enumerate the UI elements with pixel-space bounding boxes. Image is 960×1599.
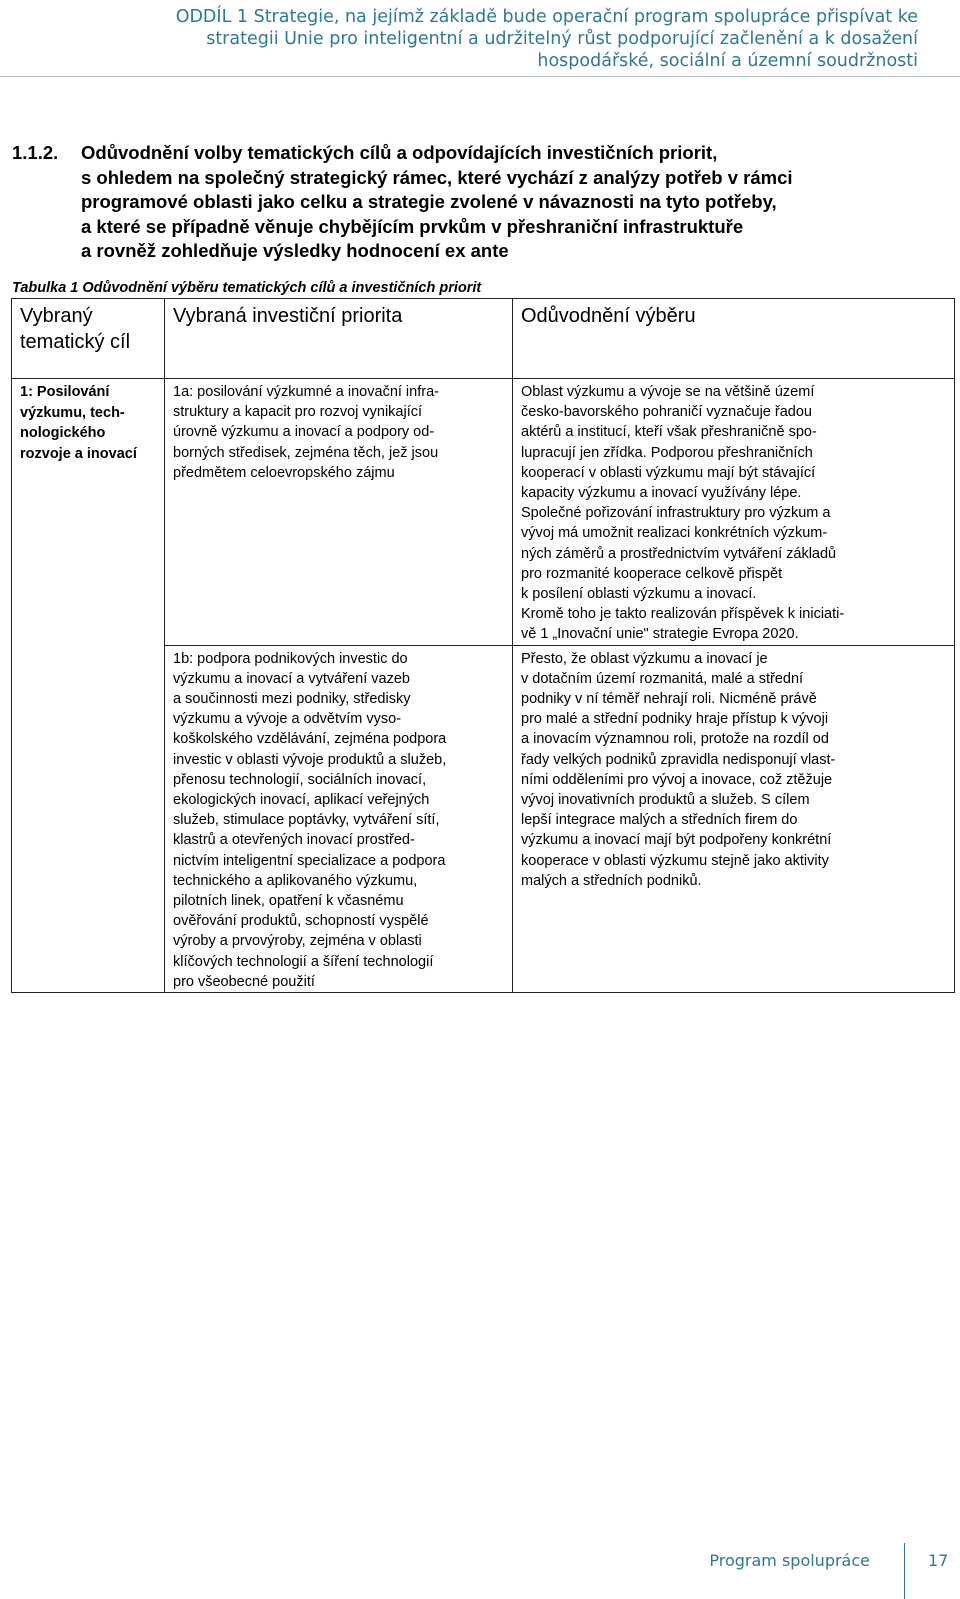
- footer-divider: [904, 1543, 905, 1599]
- priority-line: koškolského vzdělávání, zejména podpora: [173, 731, 447, 748]
- priority-line: a součinnosti mezi podniky, středisky: [173, 691, 411, 708]
- priority-line: předmětem celoevropského zájmu: [173, 464, 395, 481]
- justification-line: vývoj inovativních produktů a služeb. S cílem: [521, 792, 810, 809]
- justification-line: podniky v ní téměř nehrají roli. Nicméně právě: [521, 691, 817, 708]
- priority-line: výzkumu a vývoje a odvětvím vyso-: [173, 711, 402, 728]
- priority-line: ověřování produktů, schopností vyspělé: [173, 913, 429, 930]
- priority-line: technického a aplikovaného výzkumu,: [173, 872, 418, 889]
- justification-line: v dotačním území rozmanitá, malé a střední: [521, 670, 804, 687]
- priority-line: borných středisek, zejména těch, jež jsou: [173, 444, 439, 461]
- justification-line: lupracují jen zřídka. Podporou přeshraničních: [521, 444, 813, 461]
- priority-line: pilotních linek, opatření k včasnému: [173, 893, 404, 910]
- justification-line: kooperací v oblasti výzkumu mají být stávající: [521, 464, 816, 481]
- section-heading: [12, 141, 917, 264]
- justification-line: k posílení oblasti výzkumu a inovací.: [521, 586, 757, 603]
- priority-line: pro všeobecné použití: [173, 973, 315, 990]
- section-number: 1.1.2.: [12, 142, 59, 163]
- justification-line: Společné pořizování infrastruktury pro výzkum a: [521, 505, 831, 522]
- justification-table: [11, 298, 955, 993]
- justification-line: pro rozmanité kooperace celkově přispět: [521, 565, 783, 582]
- column-header-justification: Odůvodnění výběru: [513, 299, 955, 379]
- justification-cell-1a: [513, 379, 955, 646]
- thematic-goal-cell: [12, 379, 165, 993]
- priority-line: výroby a prvovýroby, zejména v oblasti: [173, 933, 422, 950]
- goal-line: nologického: [20, 425, 106, 441]
- justification-line: Kromě toho je takto realizován příspěvek k iniciati-: [521, 606, 845, 623]
- page-footer: [0, 1543, 960, 1583]
- header-line: strategii Unie pro inteligentní a udržitelný růst podporující začlenění a k dosažení: [206, 29, 918, 49]
- priority-line: přenosu technologií, sociálních inovací,: [173, 771, 427, 788]
- section-title-line: a které se případně věnuje chybějícím prvkům v přeshraniční infrastruktuře: [81, 215, 744, 237]
- priority-line: 1a: posilování výzkumné a inovační infra-: [173, 384, 439, 400]
- page-number: 17: [928, 1551, 949, 1570]
- section-title-line: s ohledem na společný strategický rámec, které vychází z analýzy potřeb v rámci: [81, 166, 793, 188]
- justification-line: lepší integrace malých a středních firem do: [521, 812, 798, 829]
- priority-line: služeb, stimulace poptávky, vytváření sítí,: [173, 812, 440, 829]
- justification-line: vývoj má umožnit realizaci konkrétních výzkum-: [521, 525, 828, 542]
- justification-line: a inovacím významnou roli, protože na rozdíl od: [521, 731, 829, 748]
- footer-label: Program spolupráce: [709, 1551, 870, 1570]
- priority-line: investic v oblasti vývoje produktů a služeb,: [173, 751, 447, 768]
- justification-line: kapacity výzkumu a inovací využívány lépe.: [521, 485, 802, 502]
- running-header: [40, 6, 918, 72]
- justification-line: malých a středních podniků.: [521, 872, 702, 889]
- justification-line: Přesto, že oblast výzkumu a inovací je: [521, 650, 768, 667]
- table-row: [12, 379, 955, 646]
- justification-line: vě 1 „Inovační unie" strategie Evropa 2020.: [521, 626, 799, 643]
- justification-line: řady velkých podniků zpravidla nedisponují vlast-: [521, 751, 836, 768]
- table-header-row: [12, 299, 955, 379]
- justification-line: česko-bavorského pohraničí vyznačuje řadou: [521, 404, 812, 421]
- justification-line: kooperace v oblasti výzkumu stejně jako aktivity: [521, 852, 829, 869]
- header-divider: [0, 76, 960, 77]
- justification-line: aktérů a institucí, kteří však přeshraničně spo-: [521, 424, 817, 441]
- priority-line: výzkumu a inovací a vytváření vazeb: [173, 670, 410, 687]
- section-title-line: programové oblasti jako celku a strategie zvolené v návaznosti na tyto potřeby,: [81, 191, 777, 212]
- header-line: hospodářské, sociální a územní soudržnosti: [537, 51, 918, 71]
- priority-line: úrovně výzkumu a inovací a podpory od-: [173, 424, 435, 441]
- justification-line: ními odděleními pro vývoj a inovace, což ztěžuje: [521, 771, 833, 788]
- table-caption: Tabulka 1 Odůvodnění výběru tematických cílů a investičních priorit: [12, 280, 482, 296]
- justification-cell-1b: [513, 645, 955, 992]
- priority-line: klíčových technologií a šíření technologií: [173, 953, 434, 970]
- priority-cell-1a: [165, 379, 513, 646]
- column-header-priority: Vybraná investiční priorita: [165, 299, 513, 379]
- priority-line: nictvím inteligentní specializace a podpora: [173, 852, 446, 869]
- column-header-goal: Vybraný tematický cíl: [12, 299, 165, 379]
- header-line: ODDÍL 1 Strategie, na jejímž základě bude operační program spolupráce přispívat ke: [175, 7, 918, 27]
- section-title-line: a rovněž zohledňuje výsledky hodnocení ex ante: [81, 240, 509, 261]
- justification-line: výzkumu a inovací mají být podpořeny konkrétní: [521, 832, 832, 849]
- priority-cell-1b: [165, 645, 513, 992]
- priority-line: klastrů a otevřených inovací prostřed-: [173, 832, 415, 849]
- priority-line: 1b: podpora podnikových investic do: [173, 650, 408, 667]
- justification-line: Oblast výzkumu a vývoje se na většině území: [521, 384, 815, 400]
- section-title: [81, 141, 917, 264]
- priority-line: ekologických inovací, aplikací veřejných: [173, 792, 430, 809]
- goal-line: výzkumu, tech-: [20, 404, 125, 421]
- goal-line: 1: Posilování: [20, 384, 110, 400]
- priority-line: struktury a kapacit pro rozvoj vynikající: [173, 404, 423, 421]
- section-title-line: Odůvodnění volby tematických cílů a odpovídajících investičních priorit,: [81, 142, 718, 163]
- justification-line: ných záměrů a prostřednictvím vytváření základů: [521, 545, 837, 562]
- goal-line: rozvoje a inovací: [20, 445, 137, 462]
- justification-line: pro malé a střední podniky hraje přístup k vývoji: [521, 711, 829, 728]
